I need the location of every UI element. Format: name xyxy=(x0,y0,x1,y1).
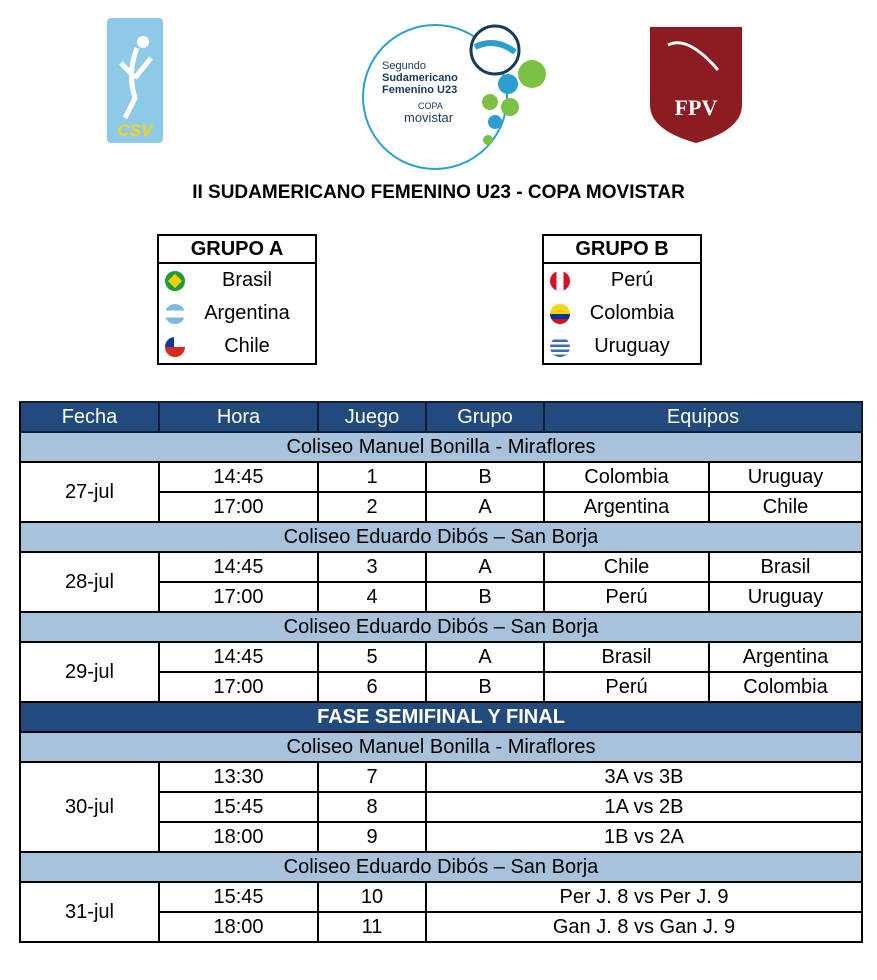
venue-row: Coliseo Eduardo Dibós – San Borja xyxy=(20,612,862,642)
group-title: GRUPO B xyxy=(544,236,700,264)
hora: 17:00 xyxy=(159,672,318,702)
team: Colombia xyxy=(589,302,675,324)
juego: 9 xyxy=(318,822,426,852)
group-title: GRUPO A xyxy=(159,236,315,264)
team2: Uruguay xyxy=(709,582,862,612)
hora: 18:00 xyxy=(159,912,318,942)
team1: Perú xyxy=(544,672,709,702)
logo-line: COPA xyxy=(418,101,443,111)
juego: 3 xyxy=(318,552,426,582)
logo-line: Sudamericano xyxy=(382,72,458,84)
page-title: II SUDAMERICANO FEMENINO U23 - COPA MOVISTAR xyxy=(192,182,685,203)
grupo: A xyxy=(426,642,544,672)
grupo: A xyxy=(426,552,544,582)
team: Perú xyxy=(610,269,654,291)
match: 3A vs 3B xyxy=(426,762,862,792)
juego: 6 xyxy=(318,672,426,702)
logo-line: Femenino U23 xyxy=(382,84,458,96)
juego: 1 xyxy=(318,462,426,492)
tournament-logo xyxy=(360,22,550,172)
hora: 17:00 xyxy=(159,582,318,612)
grupo: A xyxy=(426,492,544,522)
argentina-flag-icon xyxy=(165,304,185,324)
team1: Argentina xyxy=(544,492,709,522)
team2: Argentina xyxy=(709,642,862,672)
match: 1A vs 2B xyxy=(426,792,862,822)
team2: Uruguay xyxy=(709,462,862,492)
team2: Chile xyxy=(709,492,862,522)
team1: Brasil xyxy=(544,642,709,672)
hora: 18:00 xyxy=(159,822,318,852)
hora: 14:45 xyxy=(159,552,318,582)
hora: 14:45 xyxy=(159,642,318,672)
colombia-flag-icon xyxy=(550,304,570,324)
date-cell: 29-jul xyxy=(20,642,159,702)
csv-logo xyxy=(107,18,163,143)
date-cell: 30-jul xyxy=(20,762,159,852)
col-fecha: Fecha xyxy=(20,402,159,432)
table-row xyxy=(20,552,862,582)
team: Chile xyxy=(224,335,270,357)
table-row xyxy=(20,462,862,492)
date-cell: 27-jul xyxy=(20,462,159,522)
logo-line: Segundo xyxy=(382,60,427,72)
grupo: B xyxy=(426,672,544,702)
col-equipos: Equipos xyxy=(544,402,862,432)
venue-row: Coliseo Eduardo Dibós – San Borja xyxy=(20,522,862,552)
group-b-box xyxy=(542,234,702,365)
phase-row: FASE SEMIFINAL Y FINAL xyxy=(20,702,862,732)
table-row xyxy=(20,762,862,792)
hora: 15:45 xyxy=(159,882,318,912)
juego: 2 xyxy=(318,492,426,522)
hora: 13:30 xyxy=(159,762,318,792)
hora: 14:45 xyxy=(159,462,318,492)
team: Uruguay xyxy=(594,335,670,357)
date-cell: 31-jul xyxy=(20,882,159,942)
juego: 10 xyxy=(318,882,426,912)
team: Brasil xyxy=(221,269,272,291)
col-hora: Hora xyxy=(159,402,318,432)
group-a-box xyxy=(157,234,317,365)
table-row xyxy=(20,642,862,672)
venue-row: Coliseo Manuel Bonilla - Miraflores xyxy=(20,732,862,762)
team1: Perú xyxy=(544,582,709,612)
team2: Colombia xyxy=(709,672,862,702)
table-row xyxy=(20,882,862,912)
juego: 7 xyxy=(318,762,426,792)
date-cell: 28-jul xyxy=(20,552,159,612)
hora: 15:45 xyxy=(159,792,318,822)
team1: Chile xyxy=(544,552,709,582)
venue-row: Coliseo Eduardo Dibós – San Borja xyxy=(20,852,862,882)
hora: 17:00 xyxy=(159,492,318,522)
team2: Brasil xyxy=(709,552,862,582)
table-header xyxy=(20,402,862,432)
schedule-table xyxy=(19,401,863,943)
match: Per J. 8 vs Per J. 9 xyxy=(426,882,862,912)
csv-logo-text: CSV xyxy=(117,121,153,140)
brazil-flag-icon xyxy=(165,271,185,291)
match: Gan J. 8 vs Gan J. 9 xyxy=(426,912,862,942)
juego: 5 xyxy=(318,642,426,672)
juego: 4 xyxy=(318,582,426,612)
fpv-logo xyxy=(648,25,744,145)
team1: Colombia xyxy=(544,462,709,492)
match: 1B vs 2A xyxy=(426,822,862,852)
peru-flag-icon xyxy=(550,271,570,291)
grupo: B xyxy=(426,462,544,492)
col-juego: Juego xyxy=(318,402,426,432)
team: Argentina xyxy=(204,302,290,324)
fpv-logo-text: FPV xyxy=(674,95,718,120)
juego: 8 xyxy=(318,792,426,822)
juego: 11 xyxy=(318,912,426,942)
logo-line: movistar xyxy=(404,110,454,125)
col-grupo: Grupo xyxy=(426,402,544,432)
chile-flag-icon xyxy=(165,337,185,357)
uruguay-flag-icon xyxy=(550,337,570,357)
venue-row: Coliseo Manuel Bonilla - Miraflores xyxy=(20,432,862,462)
grupo: B xyxy=(426,582,544,612)
